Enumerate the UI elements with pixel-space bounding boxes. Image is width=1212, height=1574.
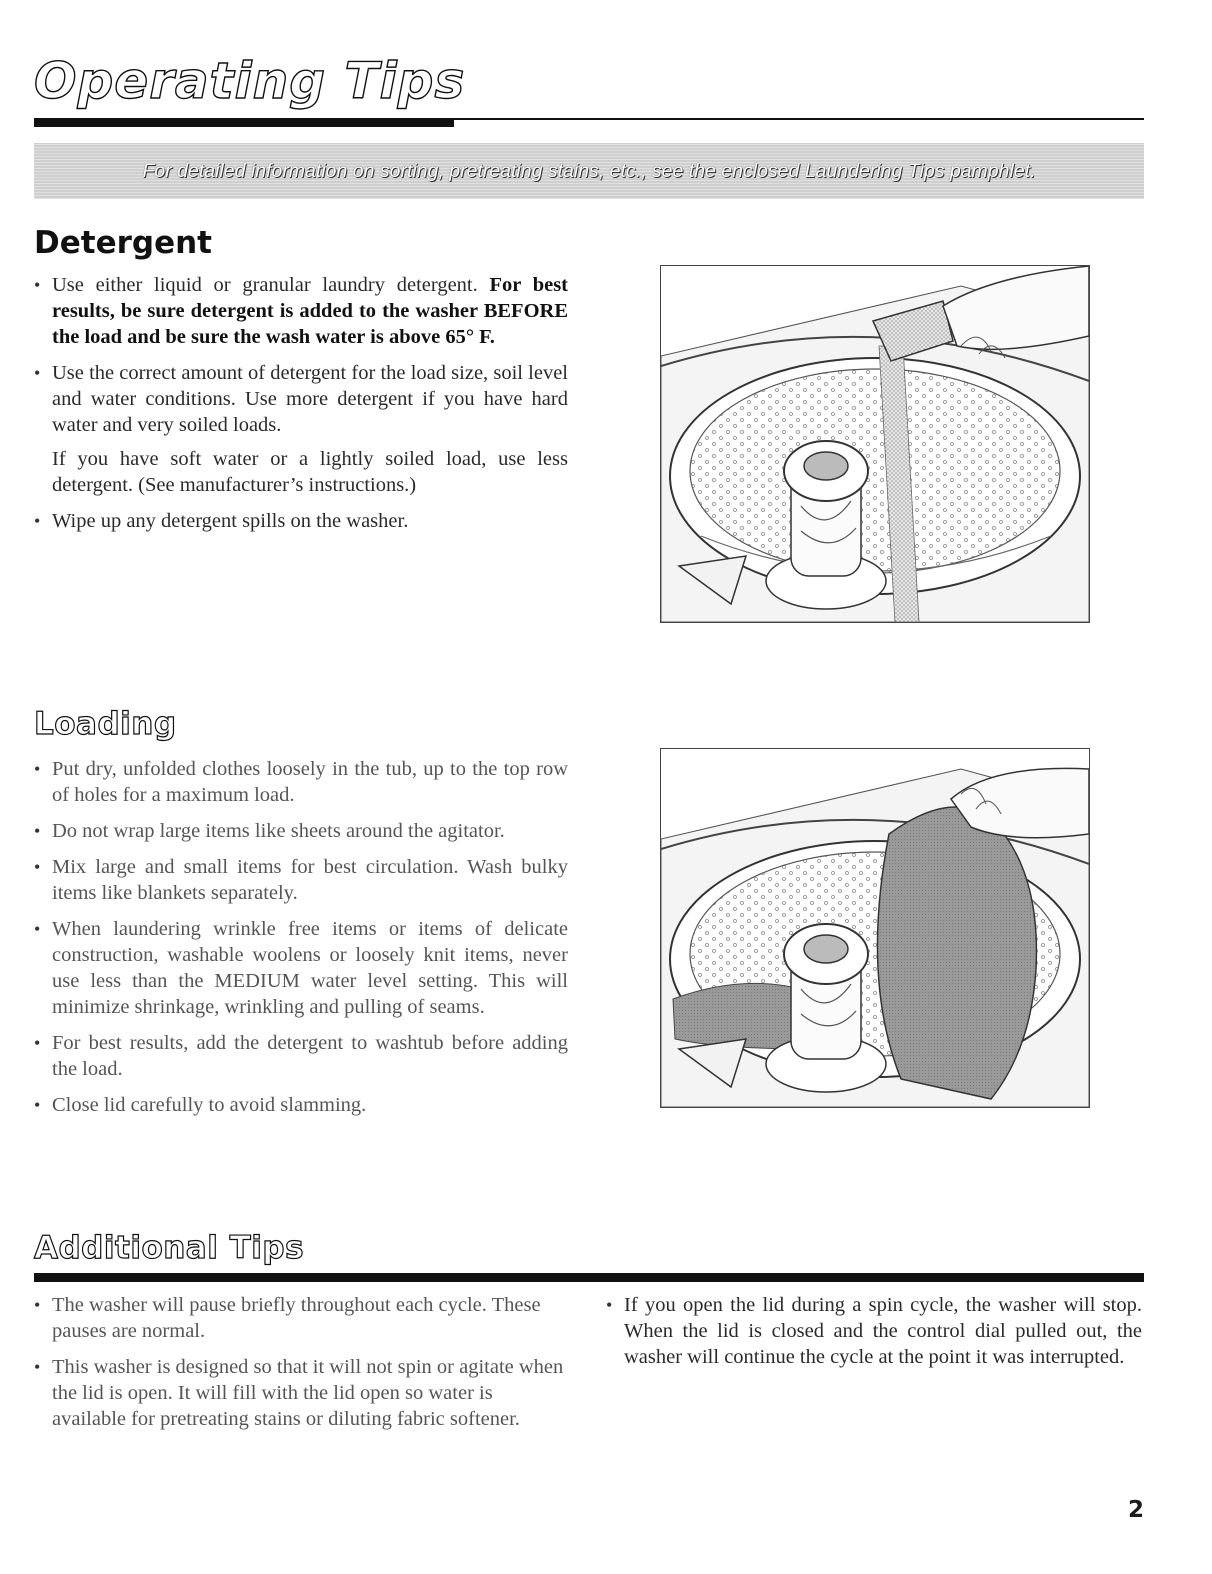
list-item — [34, 1092, 568, 1118]
loading-bullet-3-text: Mix large and small items for best circulation. Wash bulky items like blankets separately. — [52, 856, 568, 904]
detergent-bullet-2-continued: If you have soft water or a lightly soiled load, use less detergent. (See manufacturer’s instructions.) — [52, 448, 568, 496]
detergent-bullet-3-text: Wipe up any detergent spills on the washer. — [52, 510, 409, 532]
washer-detergent-illustration — [660, 265, 1090, 623]
title-rule-thin — [454, 118, 1144, 120]
washer-loading-illustration — [660, 748, 1090, 1108]
page-title: Operating Tips — [34, 52, 466, 110]
additional-tip-2-text: This washer is designed so that it will not spin or agitate when the lid is open. It will fill with the lid open so water is available for pretreating stains or diluting fabric softener. — [52, 1356, 564, 1430]
detergent-bullet-2-text: Use the correct amount of detergent for the load size, soil level and water conditions. Use more detergent if you have hard water and very soiled loads. — [52, 362, 568, 436]
additional-tip-1-text: The washer will pause briefly throughout each cycle. These pauses are normal. — [52, 1294, 541, 1342]
info-banner — [34, 143, 1144, 199]
additional-tip-3-text: If you open the lid during a spin cycle, the washer will stop. When the lid is closed and the control dial pulled out, the washer will continue the cycle at the point it was interrupted. — [624, 1294, 1142, 1368]
list-item — [34, 446, 568, 498]
list-item — [34, 272, 568, 350]
info-banner-text: For detailed information on sorting, pretreating stains, etc., see the enclosed Laundering Tips pamphlet. — [142, 159, 1036, 182]
detergent-list — [34, 272, 568, 544]
detergent-bullet-1-bold: For best results, be sure detergent is added to the washer BEFORE the load and be sure the wash water is above 65° F. — [52, 274, 568, 348]
list-item — [34, 1354, 570, 1432]
additional-tips-left-list — [34, 1292, 570, 1442]
loading-bullet-4-text: When laundering wrinkle free items or items of delicate construction, washable woolens or loosely knit items, never use less than the MEDIUM water level setting. This will minimize shrinkage, wrinkling and pulling of seams. — [52, 918, 568, 1018]
loading-bullet-2-text: Do not wrap large items like sheets around the agitator. — [52, 820, 505, 842]
list-item — [34, 756, 568, 808]
section-rule — [34, 1273, 1144, 1282]
loading-bullet-6-text: Close lid carefully to avoid slamming. — [52, 1094, 367, 1116]
detergent-heading: Detergent — [34, 225, 212, 261]
additional-tips-heading: Additional Tips — [34, 1230, 305, 1266]
list-item — [34, 916, 568, 1020]
list-item — [34, 818, 568, 844]
list-item — [34, 508, 568, 534]
list-item — [34, 1292, 570, 1344]
loading-heading: Loading — [34, 706, 177, 742]
list-item — [34, 360, 568, 438]
list-item — [606, 1292, 1142, 1370]
list-item — [34, 1030, 568, 1082]
page-number: 2 — [1127, 1497, 1144, 1523]
loading-list — [34, 756, 568, 1128]
additional-tips-right-list — [606, 1292, 1142, 1380]
detergent-bullet-1-text: Use either liquid or granular laundry detergent. — [52, 274, 490, 296]
loading-bullet-5-text: For best results, add the detergent to washtub before adding the load. — [52, 1032, 568, 1080]
list-item — [34, 854, 568, 906]
title-rule — [34, 118, 454, 127]
loading-bullet-1-text: Put dry, unfolded clothes loosely in the tub, up to the top row of holes for a maximum load. — [52, 758, 568, 806]
